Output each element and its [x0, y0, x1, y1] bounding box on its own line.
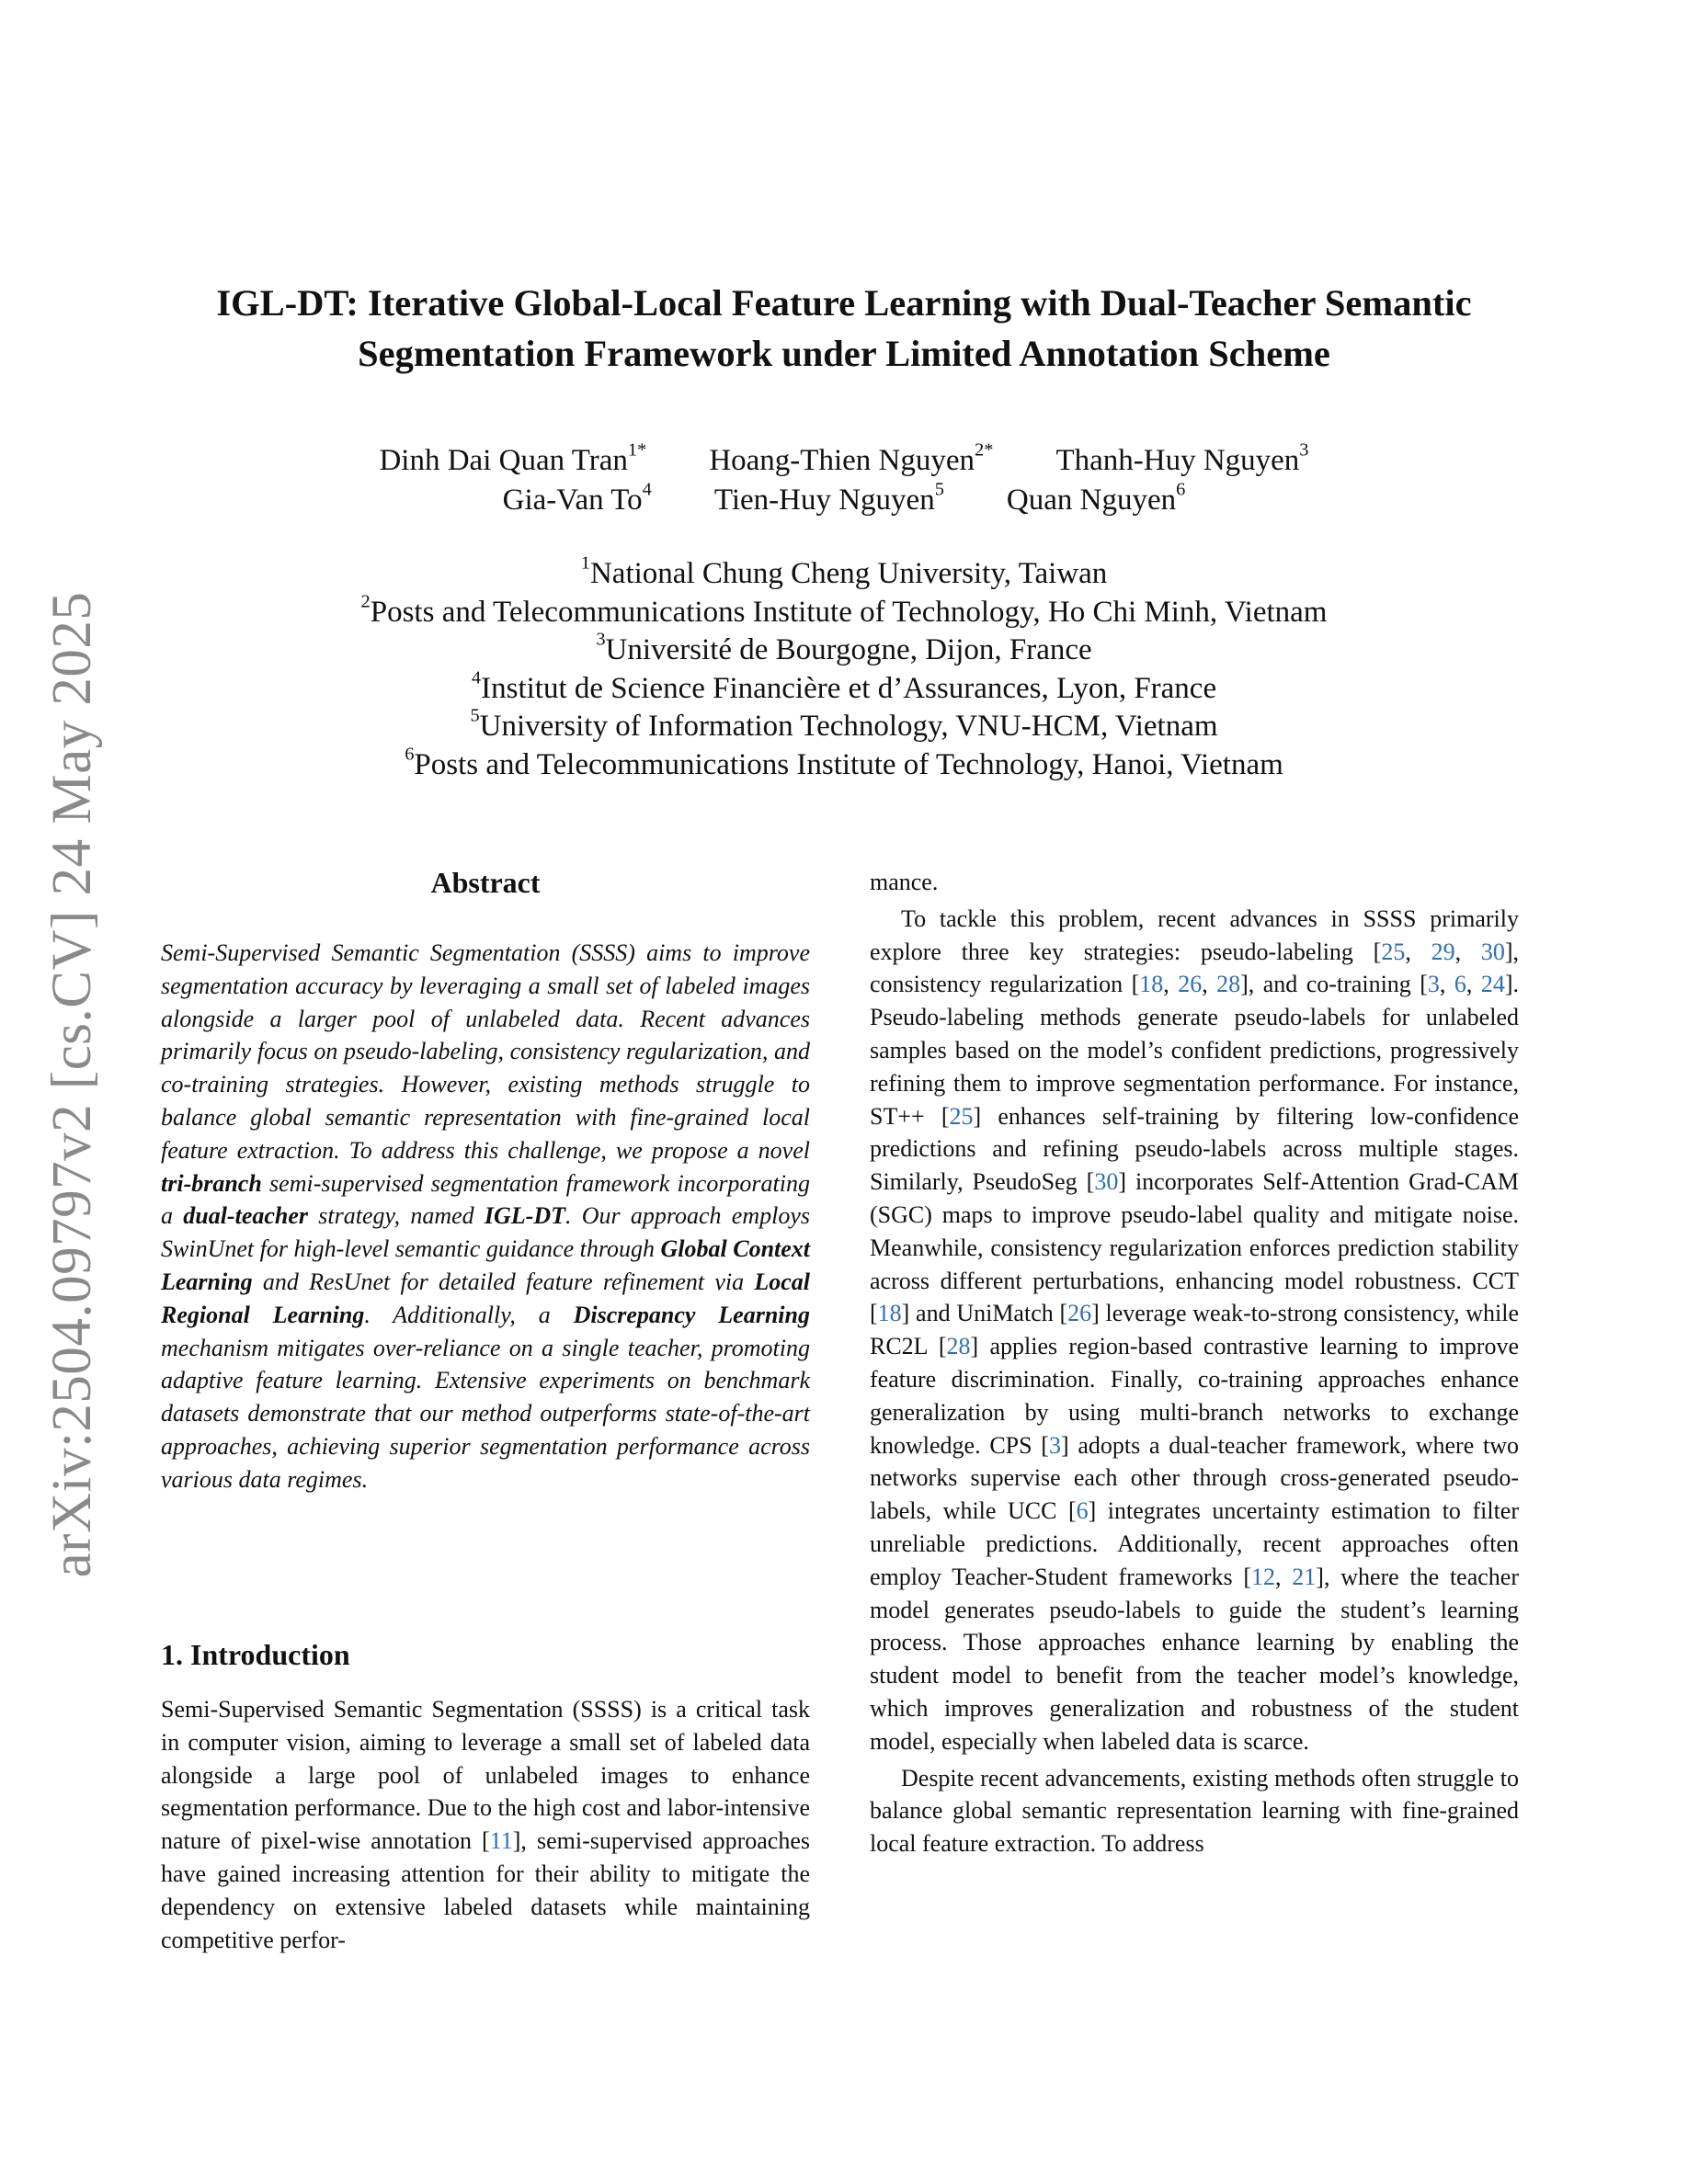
affiliation: $^6$Posts and Telecommunications Institute of Technology, Hanoi, Vietnam	[405, 744, 1283, 781]
citation-link[interactable]: 26	[1178, 971, 1203, 998]
citation-link[interactable]: 6	[1454, 971, 1466, 998]
author: Gia-Van To$^4$	[502, 479, 652, 517]
citation-link[interactable]: 3	[1427, 971, 1440, 998]
author: Thanh-Huy Nguyen$^3$	[1055, 439, 1309, 477]
citation-link[interactable]: 21	[1292, 1563, 1317, 1590]
citation-link[interactable]: 26	[1067, 1300, 1092, 1327]
citation-link[interactable]: 3	[1048, 1431, 1061, 1459]
introduction-body: Semi-Supervised Semantic Segmentation (SSSS) is a critical task in computer vision, aiming to leverage a small set of labeled data alongside a large pool of unlabeled images to enhance segmentation performance. Due to the high cost and labor-intensive nature of pixel-wise annotation [11], semi-supervised approaches have gained increasing attention for their ability to mitigate the dependency on extensive labeled datasets while maintaining competitive perfor-	[161, 1696, 810, 1953]
citation-link[interactable]: 28	[1216, 971, 1241, 998]
author: Tien-Huy Nguyen$^5$	[713, 479, 944, 517]
abstract-body: Semi-Supervised Semantic Segmentation (SSSS) aims to improve segmentation accuracy by leveraging a small set of labeled images alongside a larger pool of unlabeled data. Recent advances primarily focus on pseudo-labeling, consistency regularization, and co-training strategies. However, existing methods struggle to balance global semantic representation with fine-grained local feature extraction. To address this challenge, we propose a novel tri-branch semi-supervised segmentation framework incorporating a dual-teacher strategy, named IGL-DT. Our approach employs SwinUnet for high-level semantic guidance through Global Context Learning and ResUnet for detailed feature refinement via Local Regional Learning. Additionally, a Discrepancy Learning mechanism mitigates over-reliance on a single teacher, promoting adaptive feature learning. Extensive experiments on benchmark datasets demonstrate that our method outperforms state-of-the-art approaches, achieving superior segmentation performance across various data regimes.	[161, 939, 811, 1493]
affiliation: $^4$Institut de Science Financière et d’Assurances, Lyon, France	[471, 667, 1217, 705]
citation-link[interactable]: 18	[1139, 971, 1164, 998]
citation-link[interactable]: 12	[1251, 1563, 1276, 1590]
citation-link[interactable]: 30	[1094, 1168, 1119, 1196]
section-heading-introduction: 1. Introduction	[161, 1638, 350, 1671]
arxiv-identifier: arXiv:2504.09797v2 [cs.CV] 24 May 2025	[41, 591, 103, 1578]
citation-link[interactable]: 29	[1431, 938, 1455, 965]
affiliation: $^2$Posts and Telecommunications Institute of Technology, Ho Chi Minh, Vietnam	[360, 591, 1328, 629]
citation-link[interactable]: 25	[949, 1102, 974, 1130]
author: Hoang-Thien Nguyen$^{2*}$	[709, 439, 994, 477]
citation-link[interactable]: 18	[877, 1300, 902, 1327]
affiliation: $^5$University of Information Technology, VNU-HCM, Vietnam	[470, 705, 1218, 743]
citation-link[interactable]: 25	[1381, 938, 1406, 965]
author: Dinh Dai Quan Tran$^{1*}$	[379, 439, 647, 477]
citation-link[interactable]: 6	[1076, 1497, 1089, 1525]
citation-link[interactable]: 30	[1480, 938, 1505, 965]
affiliation: $^1$National Chung Cheng University, Taiwan	[580, 552, 1108, 590]
paper-title: IGL-DT: Iterative Global-Local Feature Learning with Dual-Teacher Semantic Segmentation Framework under Limited Annotation Scheme	[216, 282, 1472, 374]
author: Quan Nguyen$^6$	[1006, 479, 1186, 517]
abstract-heading: Abstract	[430, 866, 541, 899]
affiliation: $^3$Université de Bourgogne, Dijon, France	[596, 629, 1092, 666]
author-list	[120, 441, 1568, 520]
right-column-body: mance. To tackle this problem, recent advances in SSSS primarily explore three key strategies: pseudo-labeling [25, 29, 30], consistency regularization [18, 26, 28], and co-training [3, 6, 24]. Pseudo-labeling methods generate pseudo-labels for unlabeled samples based on the model’s confident predictions, progressively refining them to improve segmentation performance. For instance, ST++ [25] enhances self-training by filtering low-confidence predictions and refining pseudo-labels across multiple stages. Similarly, PseudoSeg [30] incorporates Self-Attention Grad-CAM (SGC) maps to improve pseudo-label quality and mitigate noise. Meanwhile, consistency regularization enforces prediction stability across different perturbations, enhancing model robustness. CCT [18] and UniMatch [26] leverage weak-to-strong consistency, while RC2L [28] applies region-based contrastive learning to improve feature discrimination. Finally, co-training approaches enhance generalization by using multi-branch networks to exchange knowledge. CPS [3] adopts a dual-teacher framework, where two networks supervise each other through cross-generated pseudo-labels, while UCC [6] integrates uncertainty estimation to filter unreliable predictions. Additionally, recent approaches often employ Teacher-Student frameworks [12, 21], where the teacher model generates pseudo-labels to guide the student’s learning process. Those approaches enhance learning by enabling the student model to benefit from the teacher model’s knowledge, which improves generalization and robustness of the student model, especially when labeled data is scarce. Despite recent advancements, existing methods often struggle to balance global semantic representation learning with fine-grained local feature extraction. To address	[870, 869, 1519, 1858]
affiliation-list	[120, 552, 1568, 784]
citation-link[interactable]: 24	[1480, 971, 1505, 998]
citation-link[interactable]: 11	[489, 1827, 513, 1855]
citation-link[interactable]: 28	[946, 1333, 971, 1360]
